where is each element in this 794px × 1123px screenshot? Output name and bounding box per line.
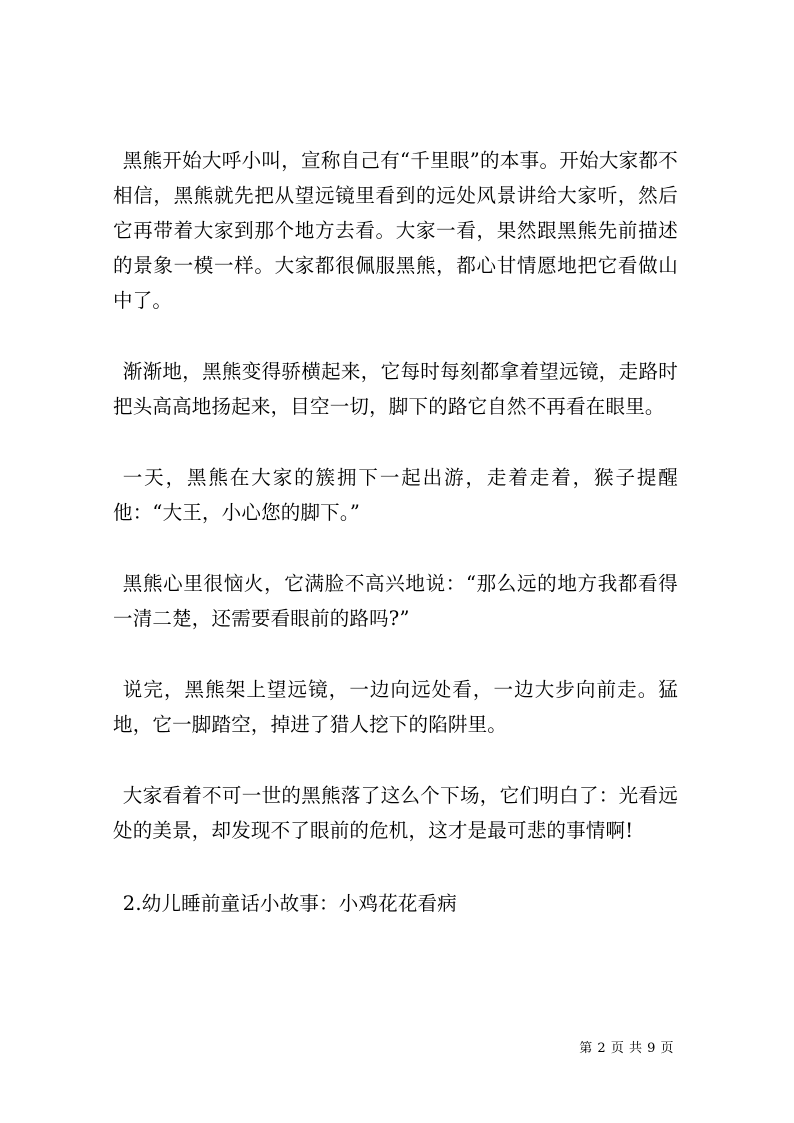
paragraph-3: 一天，黑熊在大家的簇拥下一起出游，走着走着，猴子提醒他：“大王，小心您的脚下。” bbox=[113, 466, 678, 524]
paragraph-6: 大家看着不可一世的黑熊落了这么个下场，它们明白了：光看远处的美景，却发现不了眼前的危机，这才是最可悲的事情啊! bbox=[113, 784, 678, 842]
paragraph-5: 说完，黑熊架上望远镜，一边向远处看，一边大步向前走。猛地，它一脚踏空，掉进了猎人挖下的陷阱里。 bbox=[113, 678, 678, 736]
paragraph-1: 黑熊开始大呼小叫，宣称自己有“千里眼”的本事。开始大家都不相信，黑熊就先把从望远镜里看到的远处风景讲给大家听，然后它再带着大家到那个地方去看。大家一看，果然跟黑熊先前描述的景象一模一样。大家都很佩服黑熊，都心甘情愿地把它看做山中了。 bbox=[113, 149, 678, 312]
document-body bbox=[113, 143, 678, 921]
page-number-footer: 第 2 页 共 9 页 bbox=[579, 1041, 674, 1056]
paragraph-4: 黑熊心里很恼火，它满脸不高兴地说：“那么远的地方我都看得一清二楚，还需要看眼前的路吗?” bbox=[113, 572, 678, 630]
paragraph-2: 渐渐地，黑熊变得骄横起来，它每时每刻都拿着望远镜，走路时把头高高地扬起来，目空一切，脚下的路它自然不再看在眼里。 bbox=[113, 360, 678, 418]
section-heading: 2.幼儿睡前童话小故事：小鸡花花看病 bbox=[122, 892, 457, 915]
